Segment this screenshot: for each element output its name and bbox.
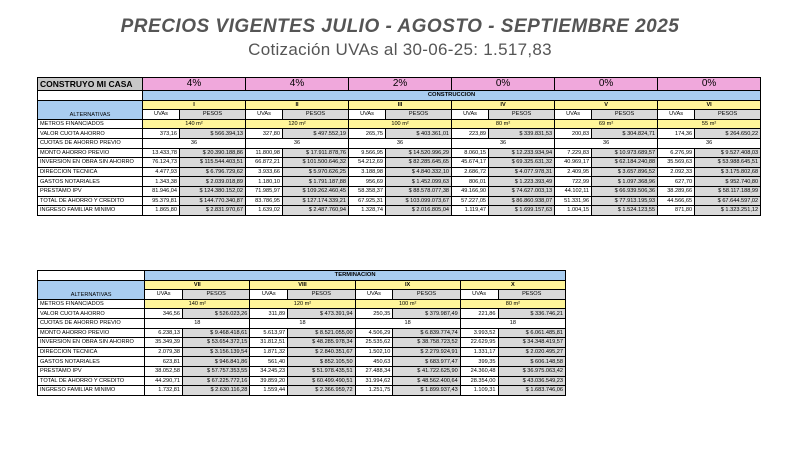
- table-row: [38, 357, 566, 367]
- pesos-value: $ 48.285.978,34: [288, 338, 355, 348]
- uva-value: 57.227,05: [452, 196, 489, 206]
- pesos-value: $ 74.627.003,13: [489, 186, 555, 196]
- section-header: TERMINACION: [145, 271, 566, 281]
- uva-value: 44.290,71: [145, 376, 183, 386]
- uva-value: 1.109,31: [460, 386, 498, 396]
- uva-value: 67.925,31: [349, 196, 386, 206]
- uva-value: 1.004,15: [555, 206, 592, 216]
- pesos-value: $ 127.174.339,21: [283, 196, 349, 206]
- pesos-value: $ 6.839.774,74: [393, 328, 460, 338]
- uva-value: 561,40: [250, 357, 288, 367]
- pesos-value: $ 36.975.063,42: [498, 366, 565, 376]
- pesos-value: $ 339.831,53: [489, 129, 555, 139]
- uva-value: 81.946,04: [143, 186, 180, 196]
- metros-value: 120 m²: [250, 299, 355, 309]
- pesos-header: PESOS: [180, 110, 246, 120]
- metros-value: 100 m²: [349, 119, 452, 129]
- alternative-number: VIII: [250, 280, 355, 290]
- pesos-value: $ 41.722.625,90: [393, 366, 460, 376]
- uva-value: 1.180,10: [246, 177, 283, 187]
- roman-row: [38, 100, 761, 110]
- uva-value: 71.985,97: [246, 186, 283, 196]
- uva-value: 871,80: [658, 206, 695, 216]
- metros-label: METROS FINANCIADOS: [38, 119, 143, 129]
- valor-row: [38, 309, 566, 319]
- uva-value: 956,69: [349, 177, 386, 187]
- pesos-value: $ 2.366.959,72: [288, 386, 355, 396]
- uva-value: 2.092,33: [658, 167, 695, 177]
- uva-header: UVAs: [145, 290, 183, 300]
- valor-row: [38, 129, 761, 139]
- table-row: [38, 167, 761, 177]
- percent-cell: 0%: [452, 78, 555, 91]
- uva-value: 450,63: [355, 357, 393, 367]
- uva-value: 627,70: [658, 177, 695, 187]
- construyo-mi-casa-label: CONSTRUYO MI CASA: [38, 78, 143, 91]
- pesos-value: $ 3.657.896,52: [592, 167, 658, 177]
- uva-value: 95.379,81: [143, 196, 180, 206]
- pesos-value: $ 57.757.353,55: [183, 366, 250, 376]
- cuotas-row: [38, 138, 761, 148]
- page-subtitle: Cotización UVAs al 30-06-25: 1.517,83: [248, 40, 552, 59]
- uva-value: 7.229,83: [555, 148, 592, 158]
- valor-label: VALOR CUOTA AHORRO: [38, 309, 145, 319]
- pesos-value: $ 62.184.240,88: [592, 158, 658, 168]
- pesos-value: $ 2.279.924,91: [393, 347, 460, 357]
- uva-value: 1.331,17: [460, 347, 498, 357]
- uva-value: 31.994,62: [355, 376, 393, 386]
- pesos-value: $ 6.061.485,81: [498, 328, 565, 338]
- pesos-value: $ 526.023,26: [183, 309, 250, 319]
- row-label: GASTOS NOTARIALES: [38, 177, 143, 187]
- uva-value: 76.124,73: [143, 158, 180, 168]
- uva-header: UVAs: [349, 110, 386, 120]
- metros-value: 140 m²: [143, 119, 246, 129]
- table-row: [38, 196, 761, 206]
- uva-value: 1.251,75: [355, 386, 393, 396]
- cuotas-value: 36: [143, 138, 246, 148]
- cuotas-value: 36: [349, 138, 452, 148]
- uva-value: 9.566,95: [349, 148, 386, 158]
- row-label: INVERSION EN OBRA SIN AHORRO: [38, 158, 143, 168]
- percent-cell: 2%: [349, 78, 452, 91]
- pesos-value: $ 124.380.152,02: [180, 186, 246, 196]
- uva-value: 2.686,72: [452, 167, 489, 177]
- percent-header-row: [38, 78, 761, 91]
- table-row: [38, 328, 566, 338]
- pesos-value: $ 38.758.723,52: [393, 338, 460, 348]
- pesos-value: $ 60.499.490,51: [288, 376, 355, 386]
- pesos-value: $ 379.987,49: [393, 309, 460, 319]
- pesos-header: PESOS: [386, 110, 452, 120]
- table-row: [38, 376, 566, 386]
- pesos-value: $ 43.036.549,23: [498, 376, 565, 386]
- uva-value: 1.328,74: [349, 206, 386, 216]
- pesos-value: $ 304.824,71: [592, 129, 658, 139]
- pesos-value: $ 1.699.157,63: [489, 206, 555, 216]
- table-row: [38, 366, 566, 376]
- pesos-header: PESOS: [695, 110, 761, 120]
- uva-value: 27.488,34: [355, 366, 393, 376]
- pesos-value: $ 9.468.418,61: [183, 328, 250, 338]
- alternative-number: VII: [145, 280, 250, 290]
- uva-value: 40.969,17: [555, 158, 592, 168]
- uva-value: 44.102,11: [555, 186, 592, 196]
- table-row: [38, 186, 761, 196]
- table-row: [38, 158, 761, 168]
- uva-header: UVAs: [246, 110, 283, 120]
- uva-header: UVAs: [658, 110, 695, 120]
- uva-value: 1.502,10: [355, 347, 393, 357]
- row-label: PRESTAMO IPV: [38, 186, 143, 196]
- uva-value: 1.871,32: [250, 347, 288, 357]
- pesos-value: $ 1.452.099,63: [386, 177, 452, 187]
- cuotas-value: 18: [250, 318, 355, 328]
- uva-value: 1.639,02: [246, 206, 283, 216]
- pesos-value: $ 264.650,22: [695, 129, 761, 139]
- pesos-value: $ 4.840.332,10: [386, 167, 452, 177]
- cuotas-label: CUOTAS DE AHORRO PREVIO: [38, 138, 143, 148]
- pesos-value: $ 1.791.187,88: [283, 177, 349, 187]
- uva-value: 54.212,69: [349, 158, 386, 168]
- page-title: PRECIOS VIGENTES JULIO - AGOSTO - SEPTIEMBRE 2025: [120, 16, 680, 37]
- pesos-value: $ 566.394,13: [180, 129, 246, 139]
- pesos-value: $ 109.262.460,45: [283, 186, 349, 196]
- pesos-value: $ 69.325.631,32: [489, 158, 555, 168]
- pesos-header: PESOS: [592, 110, 658, 120]
- uva-value: 722,99: [555, 177, 592, 187]
- uva-value: 44.566,65: [658, 196, 695, 206]
- pesos-value: $ 144.770.340,87: [180, 196, 246, 206]
- pesos-header: PESOS: [283, 110, 349, 120]
- valor-label: VALOR CUOTA AHORRO: [38, 129, 143, 139]
- row-label: PRESTAMO IPV: [38, 366, 145, 376]
- pesos-value: $ 101.500.646,32: [283, 158, 349, 168]
- alternative-number: V: [555, 100, 658, 110]
- uva-value: 1.343,38: [143, 177, 180, 187]
- uva-value: 806,01: [452, 177, 489, 187]
- pesos-value: $ 2.630.116,28: [183, 386, 250, 396]
- uva-value: 2.409,95: [555, 167, 592, 177]
- blank-cell: [38, 91, 143, 101]
- pesos-value: $ 2.487.760,94: [283, 206, 349, 216]
- section-row: [38, 271, 566, 281]
- pesos-value: $ 77.913.195,93: [592, 196, 658, 206]
- uva-value: 221,86: [460, 309, 498, 319]
- table-row: [38, 338, 566, 348]
- table-row: [38, 148, 761, 158]
- percent-cell: 4%: [246, 78, 349, 91]
- uva-value: 373,16: [143, 129, 180, 139]
- pesos-value: $ 2.016.805,04: [386, 206, 452, 216]
- uva-value: 49.166,90: [452, 186, 489, 196]
- pesos-value: $ 86.860.938,07: [489, 196, 555, 206]
- uva-value: 2.079,38: [145, 347, 183, 357]
- pesos-value: $ 58.117.188,99: [695, 186, 761, 196]
- metros-label: METROS FINANCIADOS: [38, 299, 145, 309]
- percent-cell: 0%: [658, 78, 761, 91]
- uva-value: 22.629,95: [460, 338, 498, 348]
- pesos-value: $ 403.361,01: [386, 129, 452, 139]
- pesos-value: $ 67.225.772,16: [183, 376, 250, 386]
- cuotas-value: 36: [452, 138, 555, 148]
- pesos-value: $ 1.524.123,55: [592, 206, 658, 216]
- pesos-header: PESOS: [288, 290, 355, 300]
- pesos-value: $ 88.578.077,38: [386, 186, 452, 196]
- row-label: TOTAL DE AHORRO Y CREDITO: [38, 196, 143, 206]
- uva-value: 51.331,96: [555, 196, 592, 206]
- uva-value: 13.433,78: [143, 148, 180, 158]
- pesos-value: $ 5.970.626,25: [283, 167, 349, 177]
- uva-value: 3.993,52: [460, 328, 498, 338]
- pesos-value: $ 3.156.139,54: [183, 347, 250, 357]
- alternative-number: III: [349, 100, 452, 110]
- row-label: MONTO AHORRO PREVIO: [38, 328, 145, 338]
- metros-value: 80 m²: [452, 119, 555, 129]
- uva-value: 38.052,58: [145, 366, 183, 376]
- uva-value: 6.238,13: [145, 328, 183, 338]
- uva-value: 223,89: [452, 129, 489, 139]
- uva-header: UVAs: [452, 110, 489, 120]
- row-label: INGRESO FAMILIAR MINIMO: [38, 386, 145, 396]
- units-row: [38, 110, 761, 120]
- cuotas-label: CUOTAS DE AHORRO PREVIO: [38, 318, 145, 328]
- pesos-value: $ 34.348.419,57: [498, 338, 565, 348]
- pesos-value: $ 48.562.400,64: [393, 376, 460, 386]
- uva-value: 200,83: [555, 129, 592, 139]
- pesos-value: $ 606.148,58: [498, 357, 565, 367]
- table-row: [38, 206, 761, 216]
- uva-header: UVAs: [555, 110, 592, 120]
- section-row: [38, 91, 761, 101]
- table-row: [38, 386, 566, 396]
- metros-value: 140 m²: [145, 299, 250, 309]
- section-header: CONSTRUCCION: [143, 91, 761, 101]
- uva-value: 35.569,63: [658, 158, 695, 168]
- pesos-value: $ 53.988.645,51: [695, 158, 761, 168]
- pesos-header: PESOS: [183, 290, 250, 300]
- row-label: GASTOS NOTARIALES: [38, 357, 145, 367]
- uva-value: 45.674,17: [452, 158, 489, 168]
- uva-value: 265,75: [349, 129, 386, 139]
- uva-value: 346,56: [145, 309, 183, 319]
- pesos-header: PESOS: [498, 290, 565, 300]
- cuotas-value: 18: [355, 318, 460, 328]
- uva-value: 327,80: [246, 129, 283, 139]
- uva-value: 31.812,51: [250, 338, 288, 348]
- uva-value: 38.289,66: [658, 186, 695, 196]
- pesos-header: PESOS: [393, 290, 460, 300]
- pesos-value: $ 2.831.970,67: [180, 206, 246, 216]
- terminacion-table: [37, 270, 566, 396]
- uva-value: 28.354,00: [460, 376, 498, 386]
- pesos-value: $ 53.654.372,15: [183, 338, 250, 348]
- metros-value: 69 m²: [555, 119, 658, 129]
- metros-value: 55 m²: [658, 119, 761, 129]
- uva-value: 24.360,48: [460, 366, 498, 376]
- uva-value: 11.800,98: [246, 148, 283, 158]
- pesos-value: $ 4.077.978,31: [489, 167, 555, 177]
- pesos-value: $ 9.527.408,03: [695, 148, 761, 158]
- uva-value: 311,89: [250, 309, 288, 319]
- uva-value: 174,36: [658, 129, 695, 139]
- alternative-number: II: [246, 100, 349, 110]
- uva-value: 1.732,81: [145, 386, 183, 396]
- uva-value: 35.349,39: [145, 338, 183, 348]
- row-label: DIRECCION TECNICA: [38, 347, 145, 357]
- uva-value: 25.535,62: [355, 338, 393, 348]
- uva-value: 58.358,37: [349, 186, 386, 196]
- alternative-number: I: [143, 100, 246, 110]
- metros-value: 100 m²: [355, 299, 460, 309]
- blank-cell: [38, 271, 145, 281]
- uva-value: 5.613,97: [250, 328, 288, 338]
- uva-value: 399,35: [460, 357, 498, 367]
- pesos-value: $ 336.746,21: [498, 309, 565, 319]
- pesos-value: $ 8.521.055,00: [288, 328, 355, 338]
- roman-row: [38, 280, 566, 290]
- pesos-value: $ 6.796.729,62: [180, 167, 246, 177]
- pesos-value: $ 952.740,80: [695, 177, 761, 187]
- alternativas-label: ALTERNATIVAS: [38, 100, 143, 119]
- uva-value: 250,35: [355, 309, 393, 319]
- construccion-table: [37, 77, 761, 216]
- table-row: [38, 347, 566, 357]
- pesos-value: $ 2.039.018,89: [180, 177, 246, 187]
- row-label: INGRESO FAMILIAR MINIMO: [38, 206, 143, 216]
- uva-value: 1.865,80: [143, 206, 180, 216]
- uva-header: UVAs: [143, 110, 180, 120]
- pesos-value: $ 14.520.996,29: [386, 148, 452, 158]
- pesos-value: $ 683.977,47: [393, 357, 460, 367]
- pesos-value: $ 852.105,50: [288, 357, 355, 367]
- metros-value: 80 m²: [460, 299, 565, 309]
- uva-value: 39.859,20: [250, 376, 288, 386]
- uva-header: UVAs: [355, 290, 393, 300]
- percent-cell: 0%: [555, 78, 658, 91]
- pesos-value: $ 3.175.802,68: [695, 167, 761, 177]
- uva-value: 83.786,95: [246, 196, 283, 206]
- uva-value: 3.933,66: [246, 167, 283, 177]
- pesos-value: $ 10.973.689,57: [592, 148, 658, 158]
- uva-value: 34.245,23: [250, 366, 288, 376]
- uva-header: UVAs: [460, 290, 498, 300]
- pesos-value: $ 2.840.351,67: [288, 347, 355, 357]
- pesos-value: $ 2.020.495,27: [498, 347, 565, 357]
- pesos-value: $ 82.285.645,65: [386, 158, 452, 168]
- cuotas-value: 36: [555, 138, 658, 148]
- pesos-value: $ 103.099.073,67: [386, 196, 452, 206]
- alternativas-label: ALTERNATIVAS: [38, 280, 145, 299]
- pesos-value: $ 115.544.403,51: [180, 158, 246, 168]
- alternative-number: X: [460, 280, 565, 290]
- pesos-value: $ 1.323.251,12: [695, 206, 761, 216]
- uva-value: 6.276,99: [658, 148, 695, 158]
- metros-row: [38, 299, 566, 309]
- cuotas-row: [38, 318, 566, 328]
- alternative-number: IV: [452, 100, 555, 110]
- pesos-value: $ 12.233.934,94: [489, 148, 555, 158]
- cuotas-value: 18: [145, 318, 250, 328]
- uva-value: 4.506,29: [355, 328, 393, 338]
- row-label: TOTAL DE AHORRO Y CREDITO: [38, 376, 145, 386]
- uva-value: 4.477,93: [143, 167, 180, 177]
- pesos-value: $ 17.911.878,76: [283, 148, 349, 158]
- cuotas-value: 18: [460, 318, 565, 328]
- uva-header: UVAs: [250, 290, 288, 300]
- pesos-value: $ 1.899.937,43: [393, 386, 460, 396]
- metros-row: [38, 119, 761, 129]
- alternative-number: VI: [658, 100, 761, 110]
- pesos-value: $ 66.939.506,36: [592, 186, 658, 196]
- pesos-value: $ 1.097.368,96: [592, 177, 658, 187]
- pesos-value: $ 51.978.435,51: [288, 366, 355, 376]
- pesos-value: $ 20.390.188,86: [180, 148, 246, 158]
- uva-value: 66.872,21: [246, 158, 283, 168]
- cuotas-value: 36: [246, 138, 349, 148]
- uva-value: 623,81: [145, 357, 183, 367]
- row-label: INVERSION EN OBRA SIN AHORRO: [38, 338, 145, 348]
- pesos-value: $ 1.223.393,49: [489, 177, 555, 187]
- table-row: [38, 177, 761, 187]
- pesos-value: $ 946.841,86: [183, 357, 250, 367]
- cuotas-value: 36: [658, 138, 761, 148]
- pesos-value: $ 1.683.746,06: [498, 386, 565, 396]
- row-label: DIRECCION TECNICA: [38, 167, 143, 177]
- uva-value: 3.188,98: [349, 167, 386, 177]
- alternative-number: IX: [355, 280, 460, 290]
- uva-value: 8.060,15: [452, 148, 489, 158]
- pesos-header: PESOS: [489, 110, 555, 120]
- uva-value: 1.119,47: [452, 206, 489, 216]
- row-label: MONTO AHORRO PREVIO: [38, 148, 143, 158]
- uva-value: 1.559,44: [250, 386, 288, 396]
- metros-value: 120 m²: [246, 119, 349, 129]
- pesos-value: $ 473.391,94: [288, 309, 355, 319]
- percent-cell: 4%: [143, 78, 246, 91]
- pesos-value: $ 497.552,19: [283, 129, 349, 139]
- pesos-value: $ 67.644.597,02: [695, 196, 761, 206]
